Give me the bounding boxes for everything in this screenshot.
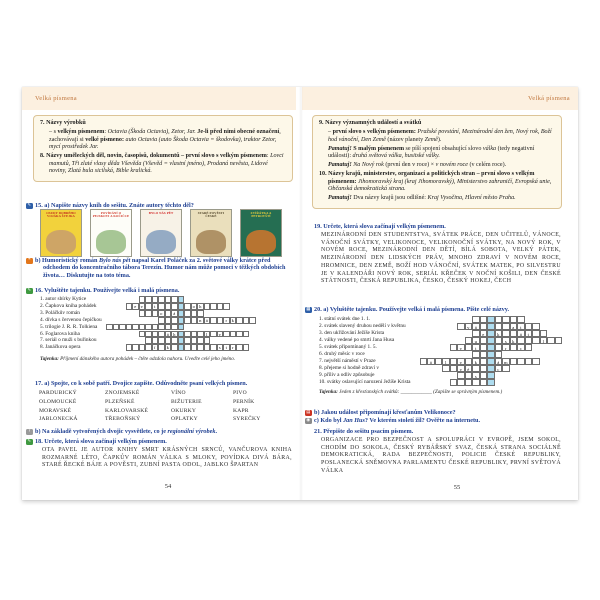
text-segment: –	[328, 129, 333, 135]
crossword-cell	[465, 372, 473, 379]
word-column	[233, 389, 291, 424]
text-segment: 7. Názvy výrobků	[40, 120, 86, 126]
crossword-cell	[450, 358, 458, 365]
text-segment: auto Octavia (auto Škoda Octavia = škodovka), traktor Zetor, mycí prostředek Jar.	[49, 136, 277, 150]
crossword-cell	[435, 358, 443, 365]
crossword-cell	[495, 323, 503, 330]
crossword-cell	[480, 344, 488, 351]
word-item: PIVO	[233, 390, 247, 396]
crossword-cell	[450, 344, 458, 351]
crossword-cell	[457, 379, 465, 386]
text-segment: (tedy negativní události):	[328, 145, 535, 159]
word-item: SYREČKY	[233, 416, 261, 423]
crossword-16-solution-note	[40, 356, 235, 362]
crossword-16	[35, 296, 293, 354]
crossword-cell	[495, 337, 503, 344]
crossword-cell: c	[495, 365, 503, 372]
text-segment: Země	[424, 136, 438, 143]
text-segment: :	[266, 153, 271, 159]
text-segment: (v celém roce).	[467, 162, 507, 168]
crossword-cell: v	[457, 365, 465, 372]
text-segment: (první den v roce) ×	[383, 162, 436, 168]
crossword-cell: k	[472, 358, 480, 365]
word-item: OPLATKY	[171, 416, 198, 423]
text-segment: (název planety	[385, 136, 425, 143]
crossword-cell: r	[502, 344, 510, 351]
crossword-cell	[502, 316, 510, 323]
word-column	[105, 389, 171, 424]
crossword-cell	[502, 323, 510, 330]
text-segment: první slovo s velkým písmenem:	[332, 129, 418, 135]
text-segment: Pamatuj!	[328, 145, 352, 152]
crossword-cell: t	[223, 344, 230, 351]
crossword-cell	[442, 365, 450, 372]
book-title: OSUDY DOBRÉHO VOJÁKA ŠVEJKA	[46, 210, 76, 219]
crossword-highlight-cell	[487, 351, 495, 358]
crossword-clue: 2. Čapkova kniha pohádek	[40, 302, 97, 309]
crossword-cell: s	[217, 344, 224, 351]
book-icon: ▤	[306, 409, 311, 415]
crossword-cell	[532, 323, 540, 330]
text-segment: se píší spojení obsahující slovo	[404, 145, 483, 152]
crossword-cell	[480, 365, 488, 372]
crossword-cell: v	[465, 323, 473, 330]
crossword-cell	[525, 337, 533, 344]
rule-paragraph	[40, 153, 286, 176]
book-illustration	[146, 230, 176, 254]
rule-paragraph	[319, 171, 555, 194]
word-item: KAPR	[233, 407, 249, 414]
text-segment: 20. a) Vyluštěte tajenku. Používejte velká i malá písmena. Pište celé názvy.	[314, 306, 510, 313]
book-illustration	[96, 230, 126, 254]
book-covers-row	[40, 209, 282, 257]
crossword-cell: t	[152, 303, 159, 310]
text-segment: 18. Určete, která slova začínají velkým písmenem.	[35, 438, 167, 445]
running-head-left: Velká písmena	[35, 95, 77, 102]
crossword-cell	[465, 379, 473, 386]
text-segment: válka	[482, 145, 497, 152]
text-segment: – s	[49, 129, 58, 135]
crossword-cell	[450, 365, 458, 372]
crossword-highlight-cell	[178, 296, 185, 303]
header-band-right	[302, 87, 578, 110]
crossword-clue: 2. svátek slavený druhou nedělí v květnu	[319, 323, 406, 329]
crossword-cell	[480, 372, 488, 379]
word-item: TŘEBOŇSKÝ	[105, 416, 141, 423]
exercise-17a-heading	[35, 380, 247, 387]
crossword-highlight-cell	[487, 358, 495, 365]
book-illustration	[246, 230, 276, 254]
crossword-cell: o	[191, 303, 198, 310]
crossword-clue: 6. druhý měsíc v roce	[319, 351, 365, 357]
exercise-20b-heading	[306, 409, 456, 416]
text-segment: Jeden z křesťanských svátků: ____________	[339, 389, 434, 395]
rule-paragraph	[319, 162, 555, 170]
exercise-17b-heading	[28, 428, 217, 435]
crossword-cell	[495, 351, 503, 358]
exercise-16-heading	[27, 287, 180, 294]
crossword-cell: l	[204, 331, 211, 338]
text-segment: 16. Vyluštěte tajenku. Používejte velká i malá písmena.	[35, 287, 180, 294]
crossword-cell	[480, 358, 488, 365]
crossword-cell	[249, 317, 256, 324]
crossword-cell	[525, 344, 533, 351]
rule-paragraph	[319, 146, 555, 161]
text-segment: b) Humoristický román	[35, 257, 99, 264]
crossword-cell	[472, 316, 480, 323]
crossword-cell: á	[204, 317, 211, 324]
crossword-cell	[532, 330, 540, 337]
text-segment: :	[104, 129, 108, 135]
text-segment: regionální výrobek	[167, 428, 216, 435]
rule-paragraph	[319, 120, 555, 128]
crossword-cell: á	[517, 330, 525, 337]
book-cover	[90, 209, 132, 257]
crossword-16-clues	[40, 296, 102, 351]
text-segment: Pamatuj!	[328, 195, 352, 201]
text-segment: Bylo nás pět	[99, 257, 131, 264]
crossword-cell: u	[472, 337, 480, 344]
crossword-cell	[517, 337, 525, 344]
text-segment: Tajenka:	[319, 389, 340, 395]
crossword-cell: k	[495, 330, 503, 337]
crossword-cell	[472, 379, 480, 386]
pencil-icon: ✎	[27, 287, 32, 293]
crossword-cell	[525, 358, 533, 365]
book-spine	[299, 87, 303, 500]
text-segment: Na Nový rok	[353, 162, 384, 168]
crossword-cell	[532, 358, 540, 365]
crossword-cell	[480, 323, 488, 330]
crossword-cell	[197, 310, 204, 317]
crossword-cell: n	[197, 317, 204, 324]
crossword-highlight-cell	[487, 372, 495, 379]
grid-icon: ▦	[306, 306, 311, 312]
word-column	[171, 389, 233, 424]
rules-box-7-8	[33, 115, 293, 182]
crossword-cell	[532, 337, 540, 344]
crossword-cell	[480, 379, 488, 386]
crossword-cell	[465, 358, 473, 365]
crossword-cell: a	[510, 323, 518, 330]
crossword-cell: v	[457, 344, 465, 351]
book-cover	[40, 209, 82, 257]
text-segment: 9. Názvy významných událostí a svátků	[319, 120, 422, 126]
page-number-54: 54	[164, 483, 172, 490]
crossword-cell: e	[132, 303, 139, 310]
text-segment: b) Jakou událost připomínají křesťanům Velikonoce?	[314, 409, 456, 416]
crossword-cell	[243, 331, 250, 338]
book-illustration	[46, 230, 76, 254]
text-segment: ? Ve kterém století žil? Ověřte na internetu.	[364, 417, 481, 424]
crossword-cell	[457, 372, 465, 379]
crossword-cell: r	[230, 344, 237, 351]
crossword-cell	[450, 379, 458, 386]
crossword-cell	[502, 330, 510, 337]
text-segment: Dva názvy krajů jsou odlišné:	[351, 195, 428, 201]
crossword-cell	[525, 323, 533, 330]
text-segment: 15. a) Napište názvy knih do sešitu. Znáte autory těchto děl?	[35, 202, 194, 209]
word-item: VÍNO	[171, 390, 186, 396]
question-icon: ?	[26, 429, 33, 436]
crossword-20-clues	[319, 316, 411, 386]
book-cover	[240, 209, 282, 257]
exercise-18-text: OTA PAVEL JE AUTOR KNIHY SMRT KRÁSNÝCH SRNCŮ, VANČUROVA KNIHA ROZMARNÉ LÉTO, ČAPKŮV ROMÁN VÁLKA S MLOKY, POVÍDKA DIVÁ BÁRA, STARÉ ŘECKÉ BÁJE A POVĚSTI, ZUBNÍ PASTA ODOL, JABLKO ŠPARTAN	[42, 447, 292, 469]
book-title: BYLO NÁS PĚT	[148, 210, 174, 215]
word-item: PERNÍK	[233, 398, 255, 405]
crossword-clue: 3. den ukřižování Ježíše Krista	[319, 330, 385, 336]
crossword-cell	[502, 365, 510, 372]
crossword-highlight-cell	[487, 316, 495, 323]
crossword-cell: v	[457, 358, 465, 365]
word-item: BIŽUTERIE	[171, 398, 202, 405]
text-segment: napsal Karel Poláček za 2. světové války krátce před odchodem do koncentračního tábora Terezín. Humor nám může pomoci v těžkých obdobích života… Diskutujte na toto téma.	[43, 257, 286, 279]
crossword-cell	[420, 358, 428, 365]
rule-paragraph	[40, 129, 286, 152]
crossword-cell: l	[540, 337, 548, 344]
matching-word-columns	[39, 389, 291, 424]
crossword-cell: á	[165, 331, 172, 338]
crossword-cell: á	[495, 358, 503, 365]
crossword-cell	[517, 358, 525, 365]
crossword-clue: 5. svátek připomínaný 1. 5.	[319, 344, 377, 350]
crossword-cell	[480, 316, 488, 323]
text-segment: Pražské povstání, Mezinárodní den žen, Nový rok, Boží hod vánoční, Den Země	[328, 129, 552, 143]
crossword-clue: 4. dívka s červenou čepičkou	[40, 316, 102, 323]
discussion-icon: ❝	[26, 258, 33, 265]
text-segment: 21. Přepište do sešitu psacím písmem.	[314, 428, 414, 435]
book-cover	[190, 209, 232, 257]
crossword-clue: 3. Poláčkův román	[40, 309, 80, 316]
rule-paragraph	[40, 120, 286, 128]
crossword-cell	[495, 344, 503, 351]
crossword-highlight-cell	[487, 330, 495, 337]
text-segment: Příjmení dánského autora pohádek – čtěte odzdola nahoru. Uveďte celé jeho jméno.	[60, 356, 236, 362]
crossword-cell	[495, 316, 503, 323]
crossword-cell	[472, 351, 480, 358]
crossword-cell	[510, 330, 518, 337]
crossword-cell: e	[480, 330, 488, 337]
crossword-highlight-cell	[487, 337, 495, 344]
crossword-cell	[243, 344, 250, 351]
book-title: STARÉ POVĚSTI ČESKÉ	[197, 210, 225, 219]
crossword-cell	[517, 316, 525, 323]
text-segment: , zachovávají si	[49, 129, 281, 143]
text-segment: Pamatuj!	[328, 162, 352, 168]
crossword-cell: h	[171, 331, 178, 338]
word-item: KARLOVARSKÉ	[105, 407, 149, 414]
crossword-cell: s	[472, 372, 480, 379]
text-segment: (Zapište se správným písmenem.)	[433, 389, 503, 395]
book-illustration	[196, 230, 226, 254]
crossword-highlight-cell	[178, 324, 185, 331]
book-cover	[140, 209, 182, 257]
text-segment: druhá světová válka, husitské války.	[352, 153, 440, 159]
crossword-20	[314, 316, 562, 388]
crossword-cell: t	[472, 344, 480, 351]
crossword-clue: 8. Janáčkova opera	[40, 344, 81, 351]
crossword-cell: á	[171, 310, 178, 317]
mouse-icon: ◉	[306, 417, 311, 423]
text-segment: Je-li před nimi obecné označení	[197, 129, 280, 135]
crossword-clue: 10. svátky oslavující narození Ježíše Krista	[319, 379, 411, 385]
crossword-cell	[465, 344, 473, 351]
exercise-19-text: MEZINÁRODNÍ DEN STUDENTSTVA, SVÁTEK PRÁCE, DEN UČITELŮ, VÁNOCE, VÁNOČNÍ SVÁTKY, VELIKONOCE, VELIKONOČNÍ SVÁTKY, NA NOVÝ ROK, V NOVÉM ROCE, MEZINÁRODNÍ DEN DĚTÍ, BÍLÁ SOBOTA, VELKÝ PÁTEK, MEZINÁRODNÍ DEN LIDSKÝCH PRÁV, MNOHO ZDRAVÍ V NOVÉM ROCE, HROMNICE, DEN ZEMĚ, BOŽÍ HOD VÁNOČNÍ, SVÁTEK MATEK, PO SILVESTRU JE V KALENDÁŘI NOVÝ ROK, SERIÁL KŘEČEK V NOČNÍ KOŠILI, DEN ČESKÉ STÁTNOSTI, ČESKÁ REPUBLIKA, ČESKO, ČESKÝ HOKEJ, ČECH	[321, 232, 561, 285]
crossword-clue: 4. války vedené po smrti Jana Husa	[319, 337, 395, 343]
crossword-cell	[510, 316, 518, 323]
text-segment: Octavia (Škoda Octavia), Zetor, Jar.	[107, 129, 198, 135]
book-title: POVÍDÁNÍ O PEJSKOVI A KOČIČCE	[92, 210, 130, 219]
text-segment: Lovci mamutů, Tři zlaté vlasy děda Vševěda (Vševěd = vlastní jméno), Prodaná nevěsta, Lidové noviny, Zlatá bula sicilská, Bible kralická.	[49, 153, 284, 174]
crossword-clue: 1. autor sbírky Kytice	[40, 296, 87, 302]
exercise-19-heading	[314, 223, 446, 230]
crossword-cell	[540, 330, 548, 337]
crossword-cell: k	[230, 317, 237, 324]
crossword-cell: á	[427, 358, 435, 365]
crossword-cell	[223, 303, 230, 310]
word-item: OLOMOUCKÉ	[39, 398, 77, 405]
book-spread	[22, 87, 578, 500]
text-segment: ).	[437, 136, 442, 143]
text-segment: velkým písmenem	[57, 129, 105, 135]
crossword-highlight-cell	[487, 323, 495, 330]
crossword-cell: k	[510, 337, 518, 344]
text-segment: S malým písmenem	[353, 145, 405, 152]
crossword-clue: 1. státní svátek dne 1. 1.	[319, 316, 371, 322]
crossword-cell	[547, 337, 555, 344]
rule-paragraph	[319, 129, 555, 144]
word-item: ZNOJEMSKÉ	[105, 390, 140, 396]
crossword-cell: c	[517, 344, 525, 351]
text-segment: c) Kdo byl	[314, 417, 344, 424]
crossword-cell: o	[158, 310, 165, 317]
exercise-21-heading	[314, 428, 413, 435]
running-head-right: Velká písmena	[528, 95, 570, 102]
crossword-clue: 8. přejeme si hodně zdraví v	[319, 365, 380, 371]
crossword-cell: í	[152, 344, 159, 351]
crossword-cell: v	[217, 331, 224, 338]
crossword-cell	[480, 351, 488, 358]
exercise-18-heading	[27, 438, 167, 445]
text-segment: b) Na základě vytvořených dvojic vysvětlete, co je	[35, 428, 168, 435]
text-segment: Jan Hus	[343, 417, 365, 424]
exercise-21-text: ORGANIZACE PRO BEZPEČNOST A SPOLUPRÁCI V EVROPĚ, JSEM SOKOL, CHODÍM DO SOKOLA, ČESKÝ RYBÁŘSKÝ SVAZ, ČESKÁ STRANA SOCIÁLNĚ DEMOKRATICKÁ, RADA BEZPEČNOSTI, POLICIE ČESKÉ REPUBLIKY, POSLANECKÁ SNĚMOVNA PARLAMENTU ČESKÉ REPUBLIKY, PRVNÍ SVĚTOVÁ VÁLKA	[321, 437, 561, 474]
text-segment: v novém roce	[435, 162, 468, 168]
crossword-highlight-cell	[487, 365, 495, 372]
rule-paragraph	[319, 195, 555, 203]
page-number-55: 55	[453, 484, 461, 491]
crossword-cell: t	[517, 323, 525, 330]
text-segment: velké písmeno:	[85, 136, 126, 143]
crossword-cell: v	[139, 303, 146, 310]
crossword-cell: m	[503, 360, 508, 365]
crossword-cell: l	[442, 358, 450, 365]
crossword-clue: 5. trilogie J. R. R. Tolkiena	[40, 323, 98, 330]
word-item: OKURKY	[171, 407, 197, 414]
crossword-highlight-cell	[487, 344, 495, 351]
crossword-cell	[480, 337, 488, 344]
rules-box-9-10	[312, 115, 562, 209]
text-segment: Kraj Vysočina, Hlavní město Praha.	[427, 195, 516, 201]
crossword-clue: 9. příliv a odliv způsobuje	[319, 372, 375, 378]
text-segment: 8. Názvy uměleckých děl, novin, časopisů, dokumentů – první slovo s velkým písmenem	[40, 153, 267, 159]
crossword-cell	[457, 323, 465, 330]
word-item: PLZEŇSKÉ	[105, 398, 135, 405]
book-title: ZVÍŘÁTKA A PETROVŠTÍ	[250, 210, 272, 219]
crossword-20-solution-note	[319, 389, 502, 395]
crossword-cell	[555, 337, 563, 344]
text-segment: 19. Určete, která slova začínají velkým písmenem.	[314, 223, 446, 230]
pencil-icon: ✎	[27, 438, 32, 444]
text-segment: Tajenka:	[40, 356, 61, 362]
header-band-left	[22, 87, 296, 110]
crossword-clue: 7. největší náměstí v Praze	[319, 358, 376, 364]
crossword-cell	[510, 358, 518, 365]
crossword-cell: é	[465, 365, 473, 372]
crossword-cell: t	[525, 330, 533, 337]
crossword-cell: s	[502, 337, 510, 344]
word-item: PARDUBICKÝ	[39, 390, 77, 396]
crossword-cell	[472, 365, 480, 372]
exercise-20a-heading	[306, 306, 564, 313]
text-segment: 17. a) Spojte, co k sobě patří. Dvojice zapište. Odůvodněte psaní velkých písmen.	[35, 380, 248, 387]
word-column	[39, 389, 105, 424]
crossword-cell: h	[197, 303, 204, 310]
word-item: JABLONECKÁ	[39, 416, 78, 423]
crossword-cell	[465, 337, 473, 344]
text-segment: .	[215, 428, 217, 435]
crossword-cell	[204, 337, 211, 344]
pencil-icon: ✎	[27, 202, 32, 208]
text-segment: Jihomoravský kraj (kraj Jihomoravský), Ministerstvo zahraničí, Evropská unie, Občanská demokratická strana.	[328, 178, 552, 192]
exercise-15b-heading	[28, 257, 295, 279]
word-item: MORAVSKÉ	[39, 407, 72, 414]
crossword-clue: 6. Foglarova kniha	[40, 330, 80, 337]
text-segment: 10. Názvy krajů, ministerstev, organizací a politických stran – první slovo s velkým písmenem:	[319, 171, 535, 185]
crossword-cell	[472, 330, 480, 337]
exercise-20c-heading	[306, 417, 481, 424]
crossword-cell: r	[223, 317, 230, 324]
crossword-cell: k	[165, 344, 172, 351]
crossword-cell: á	[472, 323, 480, 330]
crossword-highlight-cell	[487, 379, 495, 386]
crossword-cell	[510, 344, 518, 351]
crossword-clue: 7. seriál o muži s buřinkou	[40, 337, 97, 344]
